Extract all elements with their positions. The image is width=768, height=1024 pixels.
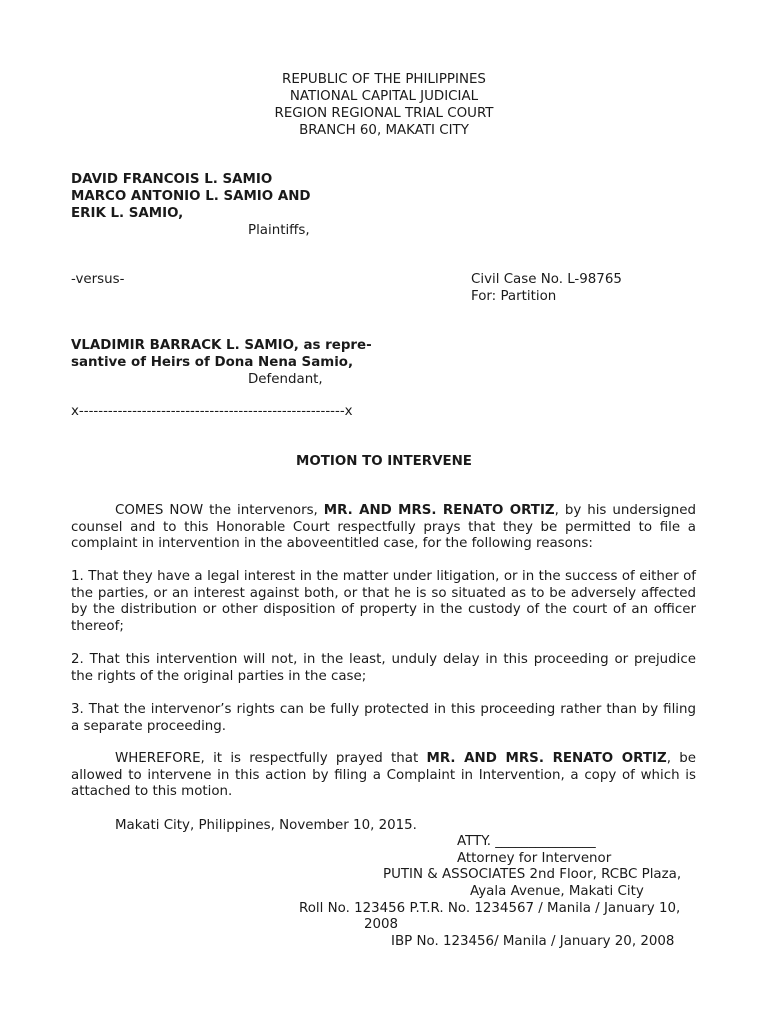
signature-atty: ATTY. _______________ bbox=[457, 834, 596, 849]
court-heading-line-2: NATIONAL CAPITAL JUDICIAL bbox=[289, 89, 479, 104]
plaintiff-name-2: MARCO ANTONIO L. SAMIO AND bbox=[71, 189, 311, 204]
intervenor-names: MR. AND MRS. RENATO ORTIZ bbox=[323, 503, 555, 518]
signature-roll: Roll No. 123456 P.T.R. No. 1234567 / Manila / January 10, bbox=[299, 901, 681, 916]
defendant-name-line-1: VLADIMIR BARRACK L. SAMIO, as repre- bbox=[71, 338, 372, 353]
signature-firm: PUTIN & ASSOCIATES 2nd Floor, RCBC Plaza, bbox=[383, 867, 682, 882]
reason-2: 2. That this intervention will not, in the least, unduly delay in this proceeding or prejudice the rights of the original parties in the case; bbox=[71, 652, 696, 684]
versus-label: -versus- bbox=[71, 272, 125, 287]
caption-separator: x-------------------------------------------------------x bbox=[71, 404, 353, 419]
signature-roll-year: 2008 bbox=[364, 917, 399, 932]
case-number: Civil Case No. L-98765 bbox=[471, 272, 622, 287]
signature-role: Attorney for Intervenor bbox=[457, 851, 612, 866]
date-line: Makati City, Philippines, November 10, 2015. bbox=[115, 818, 417, 833]
intro-text-c: , by his undersigned counsel and to this Honorable Court respectfully prays that they be permitted to file a complaint in intervention in the aboveentitled case, for the following reasons: bbox=[71, 503, 696, 552]
prayer-text-c: , be allowed to intervene in this action by filing a Complaint in Intervention, a copy of which is attached to this motion. bbox=[71, 751, 696, 800]
court-heading-line-1: REPUBLIC OF THE PHILIPPINES bbox=[282, 72, 486, 87]
defendant-name-line-2: santive of Heirs of Dona Nena Samio, bbox=[71, 355, 354, 370]
court-heading-line-3: REGION REGIONAL TRIAL COURT bbox=[274, 106, 494, 121]
reason-1: 1. That they have a legal interest in the matter under litigation, or in the success of either of the parties, or an interest against both, or that he is so situated as to be adversely affected by the distribution or other disposition of property in the custody of the court of an officer thereof; bbox=[71, 569, 696, 634]
case-type: For: Partition bbox=[471, 289, 557, 304]
reason-3-paragraph bbox=[71, 702, 696, 735]
signature-address: Ayala Avenue, Makati City bbox=[470, 884, 644, 899]
court-heading-line-4: BRANCH 60, MAKATI CITY bbox=[299, 123, 469, 138]
reason-3: 3. That the intervenor’s rights can be fully protected in this proceeding rather than by filing a separate proceeding. bbox=[71, 702, 696, 734]
prayer-paragraph bbox=[71, 751, 696, 801]
intro-paragraph bbox=[71, 503, 696, 553]
prayer-text-a: WHEREFORE, it is respectfully prayed that bbox=[115, 751, 427, 766]
intro-text-a: COMES NOW the intervenors, bbox=[115, 503, 324, 518]
plaintiff-name-1: DAVID FRANCOIS L. SAMIO bbox=[71, 172, 273, 187]
prayer-intervenor-names: MR. AND MRS. RENATO ORTIZ bbox=[426, 751, 667, 766]
plaintiff-name-3: ERIK L. SAMIO, bbox=[71, 206, 184, 221]
defendant-role: Defendant, bbox=[248, 372, 323, 387]
document-title: MOTION TO INTERVENE bbox=[296, 454, 472, 469]
reason-1-paragraph bbox=[71, 569, 696, 635]
reason-2-paragraph bbox=[71, 652, 696, 685]
signature-ibp: IBP No. 123456/ Manila / January 20, 2008 bbox=[391, 934, 675, 949]
plaintiffs-role: Plaintiffs, bbox=[248, 223, 310, 238]
